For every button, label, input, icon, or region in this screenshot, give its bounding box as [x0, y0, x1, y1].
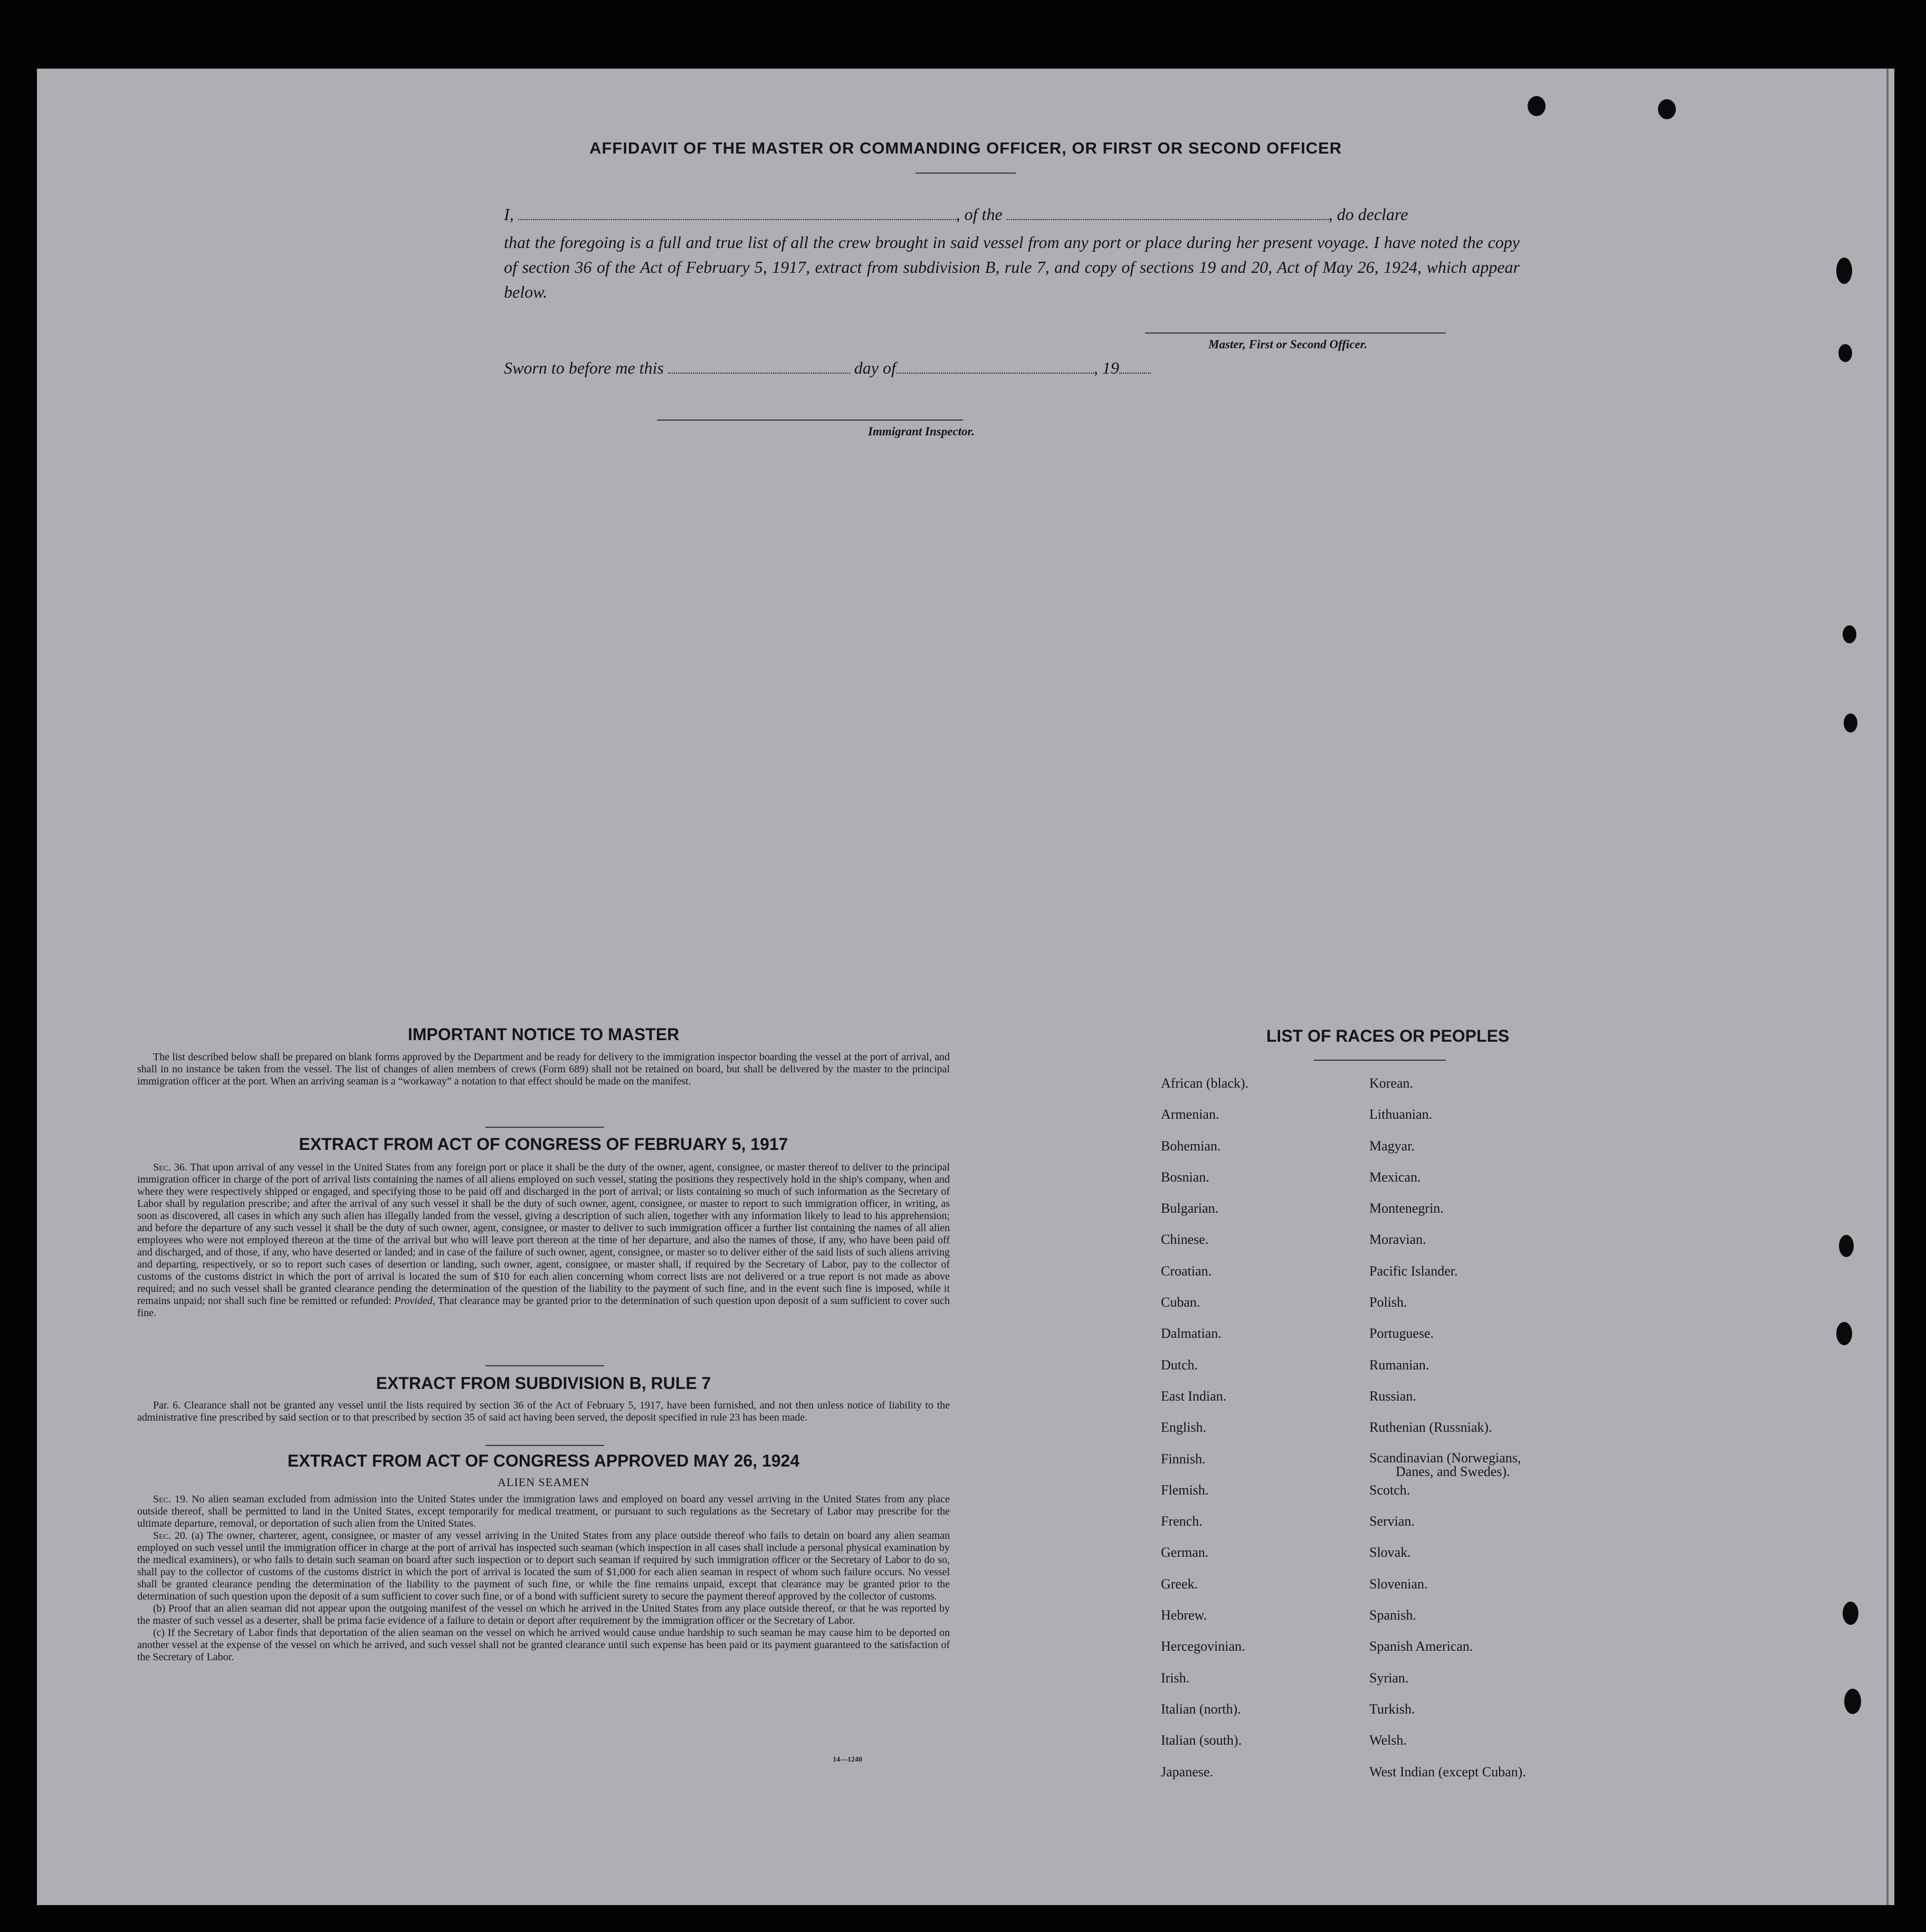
vessel-blank[interactable] [1007, 204, 1329, 220]
race-item: Turkish. [1369, 1701, 1415, 1717]
race-item: Bohemian. [1161, 1138, 1221, 1154]
proviso-label: Provided, [394, 1295, 435, 1307]
race-item: Hercegovinian. [1161, 1639, 1245, 1654]
punch-hole [1658, 99, 1676, 119]
sworn-line [504, 358, 1151, 378]
title-divider [1314, 1060, 1446, 1061]
punch-hole [1838, 344, 1852, 362]
section-20c-text: (c) If the Secretary of Labor finds that deportation of the alien seaman on the vessel on which he arrived would cause undue hardship to such seaman he may cause him to be deported on another vessel at the expense of the vessel on which he arrived, and such vessel shall not be granted clearance until such expense has been paid or its payment guaranteed to the satisfaction of the Secretary of Labor. [137, 1627, 950, 1663]
race-item: Greek. [1161, 1576, 1198, 1592]
declaration-i: I, [504, 205, 514, 224]
race-item: Polish. [1369, 1295, 1407, 1310]
race-item: Welsh. [1369, 1733, 1407, 1748]
section-label: Sec. 36. [153, 1162, 187, 1173]
name-blank[interactable] [518, 204, 956, 220]
race-item: Dalmatian. [1161, 1326, 1222, 1341]
punch-hole [1844, 713, 1857, 732]
race-item: Magyar. [1369, 1138, 1415, 1154]
race-item: Montenegrin. [1369, 1201, 1444, 1216]
section-20a-text: (a) The owner, charterer, agent, consignee, or master of any vessel arriving in the United States from any place outside thereof who fails to detain on board any alien seaman employed on such vessel until the immigration officer in charge at the port of arrival has inspected such seaman (which inspection in all cases shall include a personal physical examination by the medical examiners), or who fails to detain such seaman on board after such inspection or to deport such seaman if required by such immigration officer or the Secretary of Labor to do so, shall pay to the collector of customs of the customs district in which the port of arrival is located the sum of $1,000 for each alien seaman in respect of whom such failure occurs. No vessel shall be granted clearance pending the determination of the liability to the payment of such fine, or while the fine remains unpaid, except that clearance may be granted prior to the determination of such question upon the deposit of a sum sufficient to cover such fine, or of a bond with sufficient surety to secure the payment thereof approved by the collector of customs. [137, 1530, 950, 1602]
race-item: Croatian. [1161, 1263, 1212, 1279]
race-item: Spanish American. [1369, 1639, 1473, 1654]
extract-1924-title: EXTRACT FROM ACT OF CONGRESS APPROVED MAY 26, 1924 [287, 1451, 800, 1470]
page-edge [1886, 69, 1889, 1905]
extract-1924-subtitle: ALIEN SEAMEN [498, 1476, 589, 1489]
race-item: Mexican. [1369, 1169, 1421, 1185]
punch-hole [1836, 258, 1852, 284]
race-item: Japanese. [1161, 1764, 1213, 1779]
race-item: Spanish. [1369, 1607, 1416, 1623]
race-item: French. [1161, 1514, 1203, 1529]
race-item: German. [1161, 1545, 1209, 1560]
form-number: 14—1240 [833, 1756, 862, 1764]
title-divider [916, 173, 1016, 174]
race-item: Italian (south). [1161, 1733, 1242, 1748]
inspector-label: Immigrant Inspector. [868, 425, 975, 438]
race-item: Chinese. [1161, 1232, 1209, 1248]
sworn-month-blank[interactable] [896, 358, 1094, 374]
race-item: Ruthenian (Russniak). [1369, 1420, 1492, 1435]
race-item: Slovak. [1369, 1545, 1411, 1560]
sworn-year-blank[interactable] [1119, 358, 1151, 374]
section-20b-text: (b) Proof that an alien seaman did not appear upon the outgoing manifest of the vessel on which he arrived in the United States from any place outside thereof, or that he was reported by the master of such vessel as a deserter, shall be prima facie evidence of a failure to detain or deport after requirement by the immigration officer or the Secretary of Labor. [137, 1603, 950, 1626]
affidavit-title: AFFIDAVIT OF THE MASTER OR COMMANDING OFFICER, OR FIRST OR SECOND OFFICER [589, 139, 1342, 157]
punch-hole [1844, 1689, 1861, 1714]
race-item: English. [1161, 1420, 1206, 1435]
punch-hole [1836, 1322, 1852, 1345]
sworn-year: , 19 [1093, 358, 1119, 377]
race-item: Servian. [1369, 1514, 1415, 1529]
race-item: West Indian (except Cuban). [1369, 1764, 1526, 1779]
proviso-text: That clearance may be granted prior to the determination of such question upon deposit of a sum sufficient to cover such fine. [137, 1295, 950, 1319]
race-item: Bosnian. [1161, 1169, 1209, 1185]
races-left-column [1161, 1076, 1248, 1795]
section-label: Sec. 20. [153, 1530, 188, 1541]
section-label: Sec. 19. [153, 1493, 188, 1505]
punch-hole [1839, 1235, 1854, 1257]
divider [485, 1127, 604, 1128]
race-item: East Indian. [1161, 1388, 1227, 1404]
race-item: Hebrew. [1161, 1607, 1207, 1623]
race-item: Rumanian. [1369, 1357, 1429, 1373]
race-item: Finnish. [1161, 1451, 1206, 1467]
signature-line[interactable] [1145, 332, 1446, 334]
race-item: Syrian. [1369, 1670, 1409, 1686]
race-item: Moravian. [1369, 1232, 1426, 1248]
race-item: Slovenian. [1369, 1576, 1428, 1592]
race-item: Italian (north). [1161, 1701, 1241, 1717]
declaration-declare: , do declare [1328, 205, 1408, 224]
race-item: Russian. [1369, 1388, 1416, 1404]
race-item: Korean. [1369, 1076, 1414, 1091]
section-36-text: That upon arrival of any vessel in the United States from any foreign port or place it shall be the duty of the owner, agent, consignee, or master thereof to deliver to the principal immigration officer in charge of the port of arrival lists containing the names of all aliens employed on such vessel, stating the positions they respectively hold in the ship's company, when and where they were respectively shipped or engaged, and specifying those to be paid off and discharged in the port of arrival; or lists containing so much of such information as the Secretary of Labor shall by regulation prescribe; and after the arrival of any such vessel it shall be the duty of such owner, agent, consignee, or master to report to such immigration officer, in writing, as soon as discovered, all cases in which any such alien has illegally landed from the vessel, giving a description of such alien, together with any information likely to lead to his apprehension; and before the departure of any such vessel it shall be the duty of such owner, agent, consignee, or master to deliver to such immigration officer a further list containing the names of all alien employees who were not employed thereon at the time of the arrival but who will leave port thereon at the time of her departure, and also the names of those, if any, who have been paid off and discharged, and of those, if any, who have deserted or landed; and in case of the failure of such owner, agent, consignee, or master so to deliver either of the said lists of such aliens arriving and departing, respectively, or so to report such cases of desertion or landing, such owner, agent, consignee, or master shall, if required by the Secretary of Labor, pay to the collector of customs of the customs district in which the port of arrival is located the sum of $10 for each alien concerning whom correct lists are not delivered or a true report is not made as above required; and no such vessel shall be granted clearance pending the determination of the question of the liability to the payment of such fine, and in the event such fine is imposed, while it remains unpaid; nor shall such fine be remitted or refunded: [137, 1162, 950, 1307]
race-item: Portuguese. [1369, 1326, 1434, 1341]
race-item: Flemish. [1161, 1482, 1209, 1498]
inspector-line[interactable] [657, 420, 963, 421]
race-item: Lithuanian. [1369, 1107, 1433, 1122]
divider [485, 1365, 604, 1366]
race-item: Bulgarian. [1161, 1201, 1219, 1216]
rule7-text: Par. 6. Clearance shall not be granted any vessel until the lists required by section 36 of the Act of February 5, 1917, have been furnished, and not then unless notice of liability to the administrative fine prescribed by said section or to that prescribed by section 35 of said act having been served, the deposit specified in rule 23 has been made. [137, 1400, 950, 1423]
sworn-prefix: Sworn to before me this [504, 358, 664, 377]
form-page [37, 69, 1894, 1905]
race-item: Pacific Islander. [1369, 1263, 1458, 1279]
section-19-text: No alien seaman excluded from admission into the United States under the immigration laws and employed on board any vessel arriving in the United States from any place outside thereof, shall be permitted to land in the United States, except temporarily for medical treatment, or pursuant to such regulations as the Secretary of Labor may prescribe for the ultimate departure, removal, or deportation of such alien from the United States. [137, 1493, 950, 1529]
race-item: Cuban. [1161, 1295, 1200, 1310]
notice-text: The list described below shall be prepared on blank forms approved by the Department and be ready for delivery to the immigration inspector boarding the vessel at the port of arrival, and shall in no instance be taken from the vessel. The list of changes of alien members of crews (Form 689) shall not be retained on board, but shall be delivered by the master to the principal immigration officer at the port. When an arriving seaman is a “workaway” a notation to that effect should be made on the manifest. [137, 1051, 950, 1087]
races-right-column [1369, 1076, 1526, 1795]
race-item: Dutch. [1161, 1357, 1198, 1373]
race-item: Scandinavian (Norwegians, Danes, and Swedes). [1369, 1450, 1521, 1479]
punch-hole [1843, 1602, 1858, 1625]
extract-1924-text [137, 1493, 950, 1663]
race-item: Irish. [1161, 1670, 1190, 1686]
extract-1917-title: EXTRACT FROM ACT OF CONGRESS OF FEBRUARY 5, 1917 [299, 1135, 788, 1154]
punch-hole [1528, 96, 1546, 116]
declaration-line [504, 204, 1408, 224]
signature-label: Master, First or Second Officer. [1208, 338, 1368, 351]
race-item: Scotch. [1369, 1482, 1410, 1498]
races-title: LIST OF RACES OR PEOPLES [1266, 1026, 1510, 1045]
rule7-title: EXTRACT FROM SUBDIVISION B, RULE 7 [376, 1374, 711, 1393]
divider [485, 1445, 604, 1446]
notice-title: IMPORTANT NOTICE TO MASTER [407, 1025, 680, 1044]
sworn-day-of: day of [854, 358, 896, 377]
race-item: Armenian. [1161, 1107, 1219, 1122]
extract-1917-text [137, 1162, 950, 1319]
punch-hole [1843, 625, 1856, 643]
race-item: African (black). [1161, 1076, 1249, 1091]
declaration-body: that the foregoing is a full and true list of all the crew brought in said vessel from any port or place during her present voyage. I have noted the copy of section 36 of the Act of February 5, 1917, extract from subdivision B, rule 7, and copy of sections 19 and 20, Act of May 26, 1924, which appear below. [504, 233, 1520, 301]
declaration-of-the: , of the [956, 205, 1003, 224]
sworn-day-blank[interactable] [668, 358, 850, 374]
